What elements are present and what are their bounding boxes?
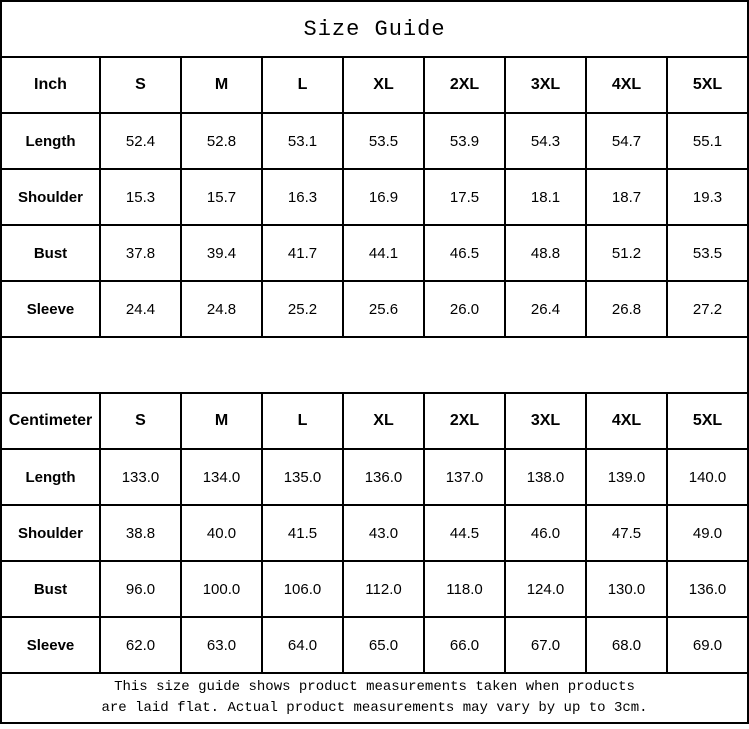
- size-col-header: XL: [343, 57, 424, 113]
- measurement-cell: 17.5: [424, 169, 505, 225]
- spacer-row: [1, 337, 748, 393]
- inch-header-row: [1, 57, 748, 113]
- measurement-cell: 51.2: [586, 225, 667, 281]
- row-label-length: Length: [1, 449, 100, 505]
- measurement-cell: 137.0: [424, 449, 505, 505]
- measurement-cell: 64.0: [262, 617, 343, 673]
- measurement-cell: 54.7: [586, 113, 667, 169]
- size-col-header: S: [100, 393, 181, 449]
- measurement-cell: 67.0: [505, 617, 586, 673]
- size-col-header: 3XL: [505, 393, 586, 449]
- measurement-cell: 38.8: [100, 505, 181, 561]
- measurement-cell: 18.7: [586, 169, 667, 225]
- measurement-cell: 53.5: [667, 225, 748, 281]
- size-col-header: 4XL: [586, 393, 667, 449]
- measurement-cell: 19.3: [667, 169, 748, 225]
- measurement-cell: 139.0: [586, 449, 667, 505]
- measurement-cell: 37.8: [100, 225, 181, 281]
- size-col-header: L: [262, 57, 343, 113]
- measurement-cell: 54.3: [505, 113, 586, 169]
- size-col-header: S: [100, 57, 181, 113]
- measurement-cell: 25.2: [262, 281, 343, 337]
- row-label-sleeve: Sleeve: [1, 617, 100, 673]
- size-col-header: XL: [343, 393, 424, 449]
- table-row: [1, 169, 748, 225]
- spacer-cell: [1, 337, 748, 393]
- measurement-cell: 24.8: [181, 281, 262, 337]
- row-label-length: Length: [1, 113, 100, 169]
- footer-note: [1, 673, 748, 723]
- table-row: [1, 505, 748, 561]
- table-row: [1, 449, 748, 505]
- row-label-bust: Bust: [1, 561, 100, 617]
- unit-header-centimeter: Centimeter: [1, 393, 100, 449]
- measurement-cell: 135.0: [262, 449, 343, 505]
- page-title: Size Guide: [1, 1, 748, 57]
- table-row: [1, 113, 748, 169]
- row-label-shoulder: Shoulder: [1, 169, 100, 225]
- size-col-header: 5XL: [667, 57, 748, 113]
- measurement-cell: 44.1: [343, 225, 424, 281]
- measurement-cell: 133.0: [100, 449, 181, 505]
- unit-header-inch: Inch: [1, 57, 100, 113]
- measurement-cell: 24.4: [100, 281, 181, 337]
- centimeter-header-row: [1, 393, 748, 449]
- measurement-cell: 47.5: [586, 505, 667, 561]
- measurement-cell: 18.1: [505, 169, 586, 225]
- measurement-cell: 112.0: [343, 561, 424, 617]
- footer-note-line1: This size guide shows product measurements taken when products: [114, 679, 635, 695]
- table-row: [1, 225, 748, 281]
- size-col-header: M: [181, 393, 262, 449]
- measurement-cell: 16.3: [262, 169, 343, 225]
- measurement-cell: 25.6: [343, 281, 424, 337]
- row-label-bust: Bust: [1, 225, 100, 281]
- measurement-cell: 136.0: [343, 449, 424, 505]
- measurement-cell: 48.8: [505, 225, 586, 281]
- table-row: [1, 561, 748, 617]
- measurement-cell: 134.0: [181, 449, 262, 505]
- size-col-header: L: [262, 393, 343, 449]
- measurement-cell: 66.0: [424, 617, 505, 673]
- measurement-cell: 49.0: [667, 505, 748, 561]
- measurement-cell: 52.4: [100, 113, 181, 169]
- measurement-cell: 130.0: [586, 561, 667, 617]
- measurement-cell: 96.0: [100, 561, 181, 617]
- measurement-cell: 41.5: [262, 505, 343, 561]
- measurement-cell: 43.0: [343, 505, 424, 561]
- footer-note-line2: are laid flat. Actual product measurements may vary by up to 3cm.: [101, 700, 648, 716]
- row-label-shoulder: Shoulder: [1, 505, 100, 561]
- row-label-sleeve: Sleeve: [1, 281, 100, 337]
- size-col-header: 2XL: [424, 393, 505, 449]
- measurement-cell: 16.9: [343, 169, 424, 225]
- measurement-cell: 26.8: [586, 281, 667, 337]
- measurement-cell: 27.2: [667, 281, 748, 337]
- measurement-cell: 100.0: [181, 561, 262, 617]
- measurement-cell: 136.0: [667, 561, 748, 617]
- size-col-header: 5XL: [667, 393, 748, 449]
- measurement-cell: 26.0: [424, 281, 505, 337]
- measurement-cell: 39.4: [181, 225, 262, 281]
- measurement-cell: 41.7: [262, 225, 343, 281]
- measurement-cell: 46.0: [505, 505, 586, 561]
- measurement-cell: 62.0: [100, 617, 181, 673]
- table-row: [1, 281, 748, 337]
- measurement-cell: 63.0: [181, 617, 262, 673]
- measurement-cell: 124.0: [505, 561, 586, 617]
- measurement-cell: 26.4: [505, 281, 586, 337]
- measurement-cell: 44.5: [424, 505, 505, 561]
- measurement-cell: 53.9: [424, 113, 505, 169]
- measurement-cell: 140.0: [667, 449, 748, 505]
- measurement-cell: 46.5: [424, 225, 505, 281]
- measurement-cell: 40.0: [181, 505, 262, 561]
- measurement-cell: 68.0: [586, 617, 667, 673]
- size-col-header: 2XL: [424, 57, 505, 113]
- title-row: [1, 1, 748, 57]
- measurement-cell: 138.0: [505, 449, 586, 505]
- measurement-cell: 53.5: [343, 113, 424, 169]
- measurement-cell: 118.0: [424, 561, 505, 617]
- size-col-header: 3XL: [505, 57, 586, 113]
- measurement-cell: 15.7: [181, 169, 262, 225]
- measurement-cell: 106.0: [262, 561, 343, 617]
- measurement-cell: 65.0: [343, 617, 424, 673]
- measurement-cell: 52.8: [181, 113, 262, 169]
- table-row: [1, 617, 748, 673]
- measurement-cell: 55.1: [667, 113, 748, 169]
- size-col-header: 4XL: [586, 57, 667, 113]
- footer-row: [1, 673, 748, 723]
- measurement-cell: 15.3: [100, 169, 181, 225]
- measurement-cell: 53.1: [262, 113, 343, 169]
- size-col-header: M: [181, 57, 262, 113]
- measurement-cell: 69.0: [667, 617, 748, 673]
